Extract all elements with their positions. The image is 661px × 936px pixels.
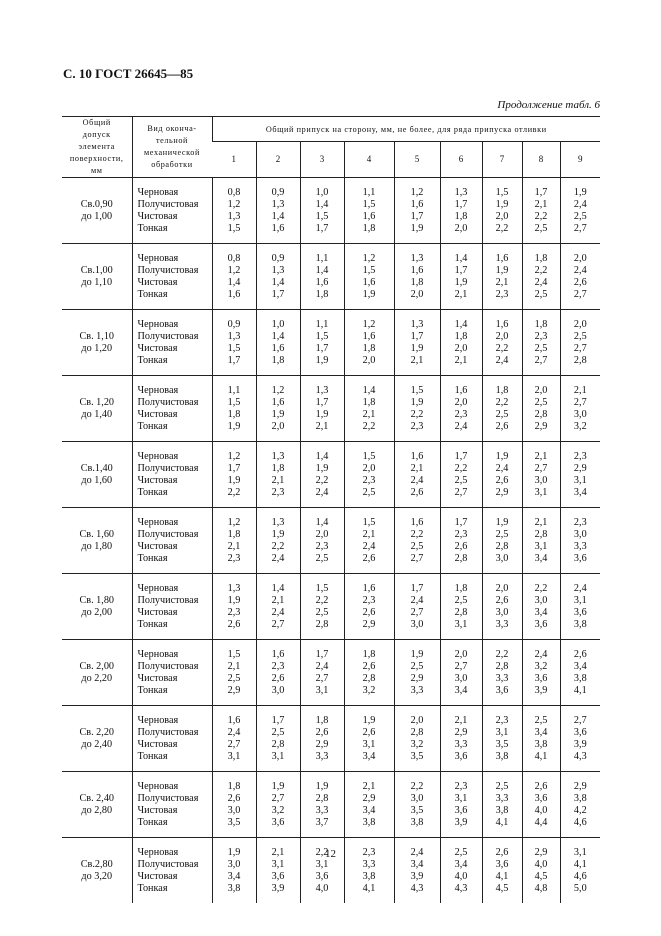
allowance-value-cell: 1,8 2,6 3,0 3,5 xyxy=(212,772,256,838)
allowance-value-cell: 1,1 1,5 1,7 1,9 xyxy=(300,310,344,376)
allowance-value-cell: 1,6 2,0 2,3 2,4 xyxy=(440,376,482,442)
allowance-value-cell: 2,0 2,6 3,0 3,3 xyxy=(482,574,522,640)
header-dopusk: Общий допуск элемента поверхности, мм xyxy=(62,117,132,178)
machining-type-cell: Черновая Получистовая Чистовая Тонкая xyxy=(132,706,212,772)
allowance-value-cell: 1,9 2,4 2,6 2,9 xyxy=(482,442,522,508)
machining-type-cell: Черновая Получистовая Чистовая Тонкая xyxy=(132,772,212,838)
allowance-value-cell: 1,4 2,0 2,3 2,5 xyxy=(300,508,344,574)
allowance-value-cell: 1,7 2,2 2,5 2,7 xyxy=(440,442,482,508)
allowance-value-cell: 1,5 1,9 2,2 2,3 xyxy=(394,376,440,442)
header-row-number: 1 xyxy=(212,142,256,178)
allowance-value-cell: 2,2 3,0 3,4 3,6 xyxy=(522,574,560,640)
allowance-value-cell: 2,6 3,4 3,8 4,1 xyxy=(560,640,600,706)
allowance-value-cell: 0,9 1,3 1,5 1,7 xyxy=(212,310,256,376)
allowance-value-cell: 1,7 2,5 2,8 3,1 xyxy=(256,706,300,772)
allowance-value-cell: 1,6 1,9 2,1 2,3 xyxy=(482,244,522,310)
allowance-value-cell: 2,3 3,3 3,8 4,1 xyxy=(344,838,394,904)
allowance-value-cell: 1,5 2,0 2,3 2,5 xyxy=(344,442,394,508)
allowance-value-cell: 0,9 1,3 1,4 1,6 xyxy=(256,178,300,244)
allowance-value-cell: 2,2 3,1 3,6 4,0 xyxy=(300,838,344,904)
allowance-value-cell: 2,1 2,7 3,0 3,2 xyxy=(560,376,600,442)
header-row-number: 7 xyxy=(482,142,522,178)
machining-type-cell: Черновая Получистовая Чистовая Тонкая xyxy=(132,244,212,310)
allowance-value-cell: 1,2 1,6 1,9 2,0 xyxy=(256,376,300,442)
allowance-value-cell: 1,9 2,7 3,2 3,6 xyxy=(256,772,300,838)
allowance-value-cell: 2,1 3,1 3,6 3,9 xyxy=(256,838,300,904)
allowance-value-cell: 2,7 3,6 3,9 4,3 xyxy=(560,706,600,772)
allowance-value-cell: 1,4 2,1 2,4 2,7 xyxy=(256,574,300,640)
tolerance-range-cell: Св.1,40 до 1,60 xyxy=(62,442,132,508)
allowance-value-cell: 1,2 1,6 1,8 2,0 xyxy=(344,310,394,376)
allowance-value-cell: 1,6 2,3 2,6 2,9 xyxy=(344,574,394,640)
header-row-number: 8 xyxy=(522,142,560,178)
tolerance-range-cell: Св. 1,60 до 1,80 xyxy=(62,508,132,574)
allowance-value-cell: 1,7 2,4 2,7 3,0 xyxy=(394,574,440,640)
allowance-value-cell: 1,3 1,8 2,1 2,3 xyxy=(256,442,300,508)
allowance-value-cell: 2,2 2,8 3,3 3,6 xyxy=(482,640,522,706)
allowance-value-cell: 1,9 3,0 3,4 3,8 xyxy=(212,838,256,904)
allowance-value-cell: 1,3 1,6 1,8 2,0 xyxy=(394,244,440,310)
allowance-value-cell: 1,4 1,8 2,0 2,1 xyxy=(440,310,482,376)
table-row xyxy=(62,640,600,706)
allowance-value-cell: 1,4 1,8 2,1 2,2 xyxy=(344,376,394,442)
table-row xyxy=(62,706,600,772)
header-row-number: 9 xyxy=(560,142,600,178)
tolerance-range-cell: Св. 2,40 до 2,80 xyxy=(62,772,132,838)
allowance-value-cell: 1,6 2,3 2,6 3,0 xyxy=(256,640,300,706)
allowance-value-cell: 1,8 2,3 2,5 2,7 xyxy=(522,310,560,376)
page-header: С. 10 ГОСТ 26645—85 xyxy=(63,66,194,81)
allowance-value-cell: 2,5 3,4 3,8 4,1 xyxy=(522,706,560,772)
allowance-value-cell: 1,2 1,8 2,1 2,3 xyxy=(212,508,256,574)
tolerance-range-cell: Св.1,00 до 1,10 xyxy=(62,244,132,310)
allowance-value-cell: 1,0 1,4 1,6 1,8 xyxy=(256,310,300,376)
allowance-value-cell: 2,3 3,0 3,3 3,6 xyxy=(560,508,600,574)
tolerance-range-cell: Св.2,80 до 3,20 xyxy=(62,838,132,904)
allowance-value-cell: 2,4 3,2 3,6 3,9 xyxy=(522,640,560,706)
header-row-number: 4 xyxy=(344,142,394,178)
allowance-value-cell: 1,9 2,5 2,9 3,3 xyxy=(394,640,440,706)
allowance-value-cell: 2,6 3,6 4,1 4,5 xyxy=(482,838,522,904)
table-row xyxy=(62,244,600,310)
allowance-value-cell: 1,5 2,1 2,4 2,6 xyxy=(344,508,394,574)
allowance-value-cell: 2,6 3,6 4,0 4,4 xyxy=(522,772,560,838)
allowance-value-cell: 1,7 2,1 2,2 2,5 xyxy=(522,178,560,244)
allowance-value-cell: 1,3 1,7 1,9 2,1 xyxy=(394,310,440,376)
header-row-number: 2 xyxy=(256,142,300,178)
allowance-value-cell: 1,6 2,2 2,5 2,7 xyxy=(394,508,440,574)
allowance-value-cell: 1,1 1,5 1,6 1,8 xyxy=(344,178,394,244)
header-row-number: 5 xyxy=(394,142,440,178)
allowance-value-cell: 1,3 1,9 2,2 2,4 xyxy=(256,508,300,574)
allowance-value-cell: 1,3 1,9 2,3 2,6 xyxy=(212,574,256,640)
header-pripusk: Общий припуск на сторону, мм, не более, для ряда припуска отливки xyxy=(212,117,600,142)
machining-type-cell: Черновая Получистовая Чистовая Тонкая xyxy=(132,310,212,376)
allowance-value-cell: 1,5 2,1 2,5 2,9 xyxy=(212,640,256,706)
table-row xyxy=(62,442,600,508)
allowance-value-cell: 0,8 1,2 1,3 1,5 xyxy=(212,178,256,244)
allowance-value-cell: 1,8 2,2 2,4 2,5 xyxy=(522,244,560,310)
allowance-value-cell: 1,8 2,5 2,8 3,1 xyxy=(440,574,482,640)
table-row xyxy=(62,376,600,442)
allowance-value-cell: 2,1 2,9 3,4 3,8 xyxy=(344,772,394,838)
allowance-value-cell: 2,9 4,0 4,5 4,8 xyxy=(522,838,560,904)
table-row xyxy=(62,508,600,574)
tolerance-range-cell: Св. 2,00 до 2,20 xyxy=(62,640,132,706)
allowance-value-cell: 1,2 1,5 1,6 1,9 xyxy=(344,244,394,310)
allowance-value-cell: 1,6 2,1 2,4 2,6 xyxy=(394,442,440,508)
header-row-number: 3 xyxy=(300,142,344,178)
allowance-value-cell: 2,2 3,0 3,5 3,8 xyxy=(394,772,440,838)
allowance-value-cell: 2,4 3,1 3,6 3,8 xyxy=(560,574,600,640)
allowance-value-cell: 2,9 3,8 4,2 4,6 xyxy=(560,772,600,838)
page-number: 12 xyxy=(325,848,336,860)
header-row-number: 6 xyxy=(440,142,482,178)
allowance-value-cell: 1,4 1,7 1,9 2,1 xyxy=(440,244,482,310)
allowance-value-cell: 2,3 3,1 3,6 3,9 xyxy=(440,772,482,838)
tolerance-range-cell: Св. 1,10 до 1,20 xyxy=(62,310,132,376)
allowance-value-cell: 1,9 2,8 3,3 3,7 xyxy=(300,772,344,838)
allowance-value-cell: 1,8 2,6 2,9 3,3 xyxy=(300,706,344,772)
machining-type-cell: Черновая Получистовая Чистовая Тонкая xyxy=(132,838,212,904)
machining-type-cell: Черновая Получистовая Чистовая Тонкая xyxy=(132,376,212,442)
machining-type-cell: Черновая Получистовая Чистовая Тонкая xyxy=(132,574,212,640)
tolerance-range-cell: Св. 1,20 до 1,40 xyxy=(62,376,132,442)
allowance-value-cell: 2,1 2,9 3,3 3,6 xyxy=(440,706,482,772)
tolerance-range-cell: Св.0,90 до 1,00 xyxy=(80,199,113,222)
allowance-value-cell: 1,1 1,5 1,8 1,9 xyxy=(212,376,256,442)
allowance-value-cell: 2,4 3,4 3,9 4,3 xyxy=(394,838,440,904)
allowance-value-cell: 1,2 1,6 1,7 1,9 xyxy=(394,178,440,244)
allowance-value-cell: 2,5 3,3 3,8 4,1 xyxy=(482,772,522,838)
allowance-value-cell: 1,3 1,7 1,8 2,0 xyxy=(440,178,482,244)
allowance-value-cell: 1,6 2,0 2,2 2,4 xyxy=(482,310,522,376)
allowance-value-cell: 1,8 2,6 2,8 3,2 xyxy=(344,640,394,706)
table-row xyxy=(62,574,600,640)
allowance-value-cell: 1,7 2,3 2,6 2,8 xyxy=(440,508,482,574)
table-row xyxy=(62,178,600,244)
allowance-value-cell: 1,2 1,7 1,9 2,2 xyxy=(212,442,256,508)
allowance-value-cell: 2,0 2,5 2,8 2,9 xyxy=(522,376,560,442)
machining-type-cell: Черновая Получистовая Чистовая Тонкая xyxy=(132,442,212,508)
allowance-value-cell: 2,0 2,4 2,6 2,7 xyxy=(560,244,600,310)
allowance-value-cell: 2,3 2,9 3,1 3,4 xyxy=(560,442,600,508)
allowance-value-cell: 2,1 2,8 3,1 3,4 xyxy=(522,508,560,574)
allowance-value-cell: 1,9 2,5 2,8 3,0 xyxy=(482,508,522,574)
table-row xyxy=(62,310,600,376)
allowance-table xyxy=(62,116,600,903)
allowance-value-cell: 1,5 2,2 2,5 2,8 xyxy=(300,574,344,640)
allowance-value-cell: 1,7 2,4 2,7 3,1 xyxy=(300,640,344,706)
allowance-value-cell: 1,8 2,2 2,5 2,6 xyxy=(482,376,522,442)
allowance-value-cell: 2,1 2,7 3,0 3,1 xyxy=(522,442,560,508)
allowance-value-cell: 0,9 1,3 1,4 1,7 xyxy=(256,244,300,310)
header-vid-obrabotki: Вид оконча- тельной механической обработки xyxy=(132,117,212,178)
allowance-value-cell: 1,3 1,7 1,9 2,1 xyxy=(300,376,344,442)
allowance-value-cell: 1,9 2,4 2,5 2,7 xyxy=(560,178,600,244)
allowance-value-cell: 1,9 2,6 3,1 3,4 xyxy=(344,706,394,772)
allowance-value-cell: 0,8 1,2 1,4 1,6 xyxy=(212,244,256,310)
tolerance-range-cell: Св. 2,20 до 2,40 xyxy=(62,706,132,772)
allowance-value-cell: 2,3 3,1 3,5 3,8 xyxy=(482,706,522,772)
machining-type-cell: Черновая Получистовая Чистовая Тонкая xyxy=(132,640,212,706)
table-continuation-label: Продолжение табл. 6 xyxy=(497,99,600,111)
table-row xyxy=(62,772,600,838)
allowance-value-cell: 2,0 2,8 3,2 3,5 xyxy=(394,706,440,772)
allowance-value-cell: 1,5 1,9 2,0 2,2 xyxy=(482,178,522,244)
allowance-value-cell: 1,6 2,4 2,7 3,1 xyxy=(212,706,256,772)
allowance-value-cell: 2,0 2,5 2,7 2,8 xyxy=(560,310,600,376)
machining-type-cell: Черновая Получистовая Чистовая Тонкая xyxy=(132,178,212,244)
allowance-value-cell: 3,1 4,1 4,6 5,0 xyxy=(560,838,600,904)
tolerance-range-cell: Св. 1,80 до 2,00 xyxy=(62,574,132,640)
allowance-value-cell: 1,1 1,4 1,6 1,8 xyxy=(300,244,344,310)
allowance-value-cell: 1,0 1,4 1,5 1,7 xyxy=(300,178,344,244)
allowance-value-cell: 1,4 1,9 2,2 2,4 xyxy=(300,442,344,508)
machining-type-cell: Черновая Получистовая Чистовая Тонкая xyxy=(132,508,212,574)
allowance-value-cell: 2,5 3,4 4,0 4,3 xyxy=(440,838,482,904)
allowance-value-cell: 2,0 2,7 3,0 3,4 xyxy=(440,640,482,706)
